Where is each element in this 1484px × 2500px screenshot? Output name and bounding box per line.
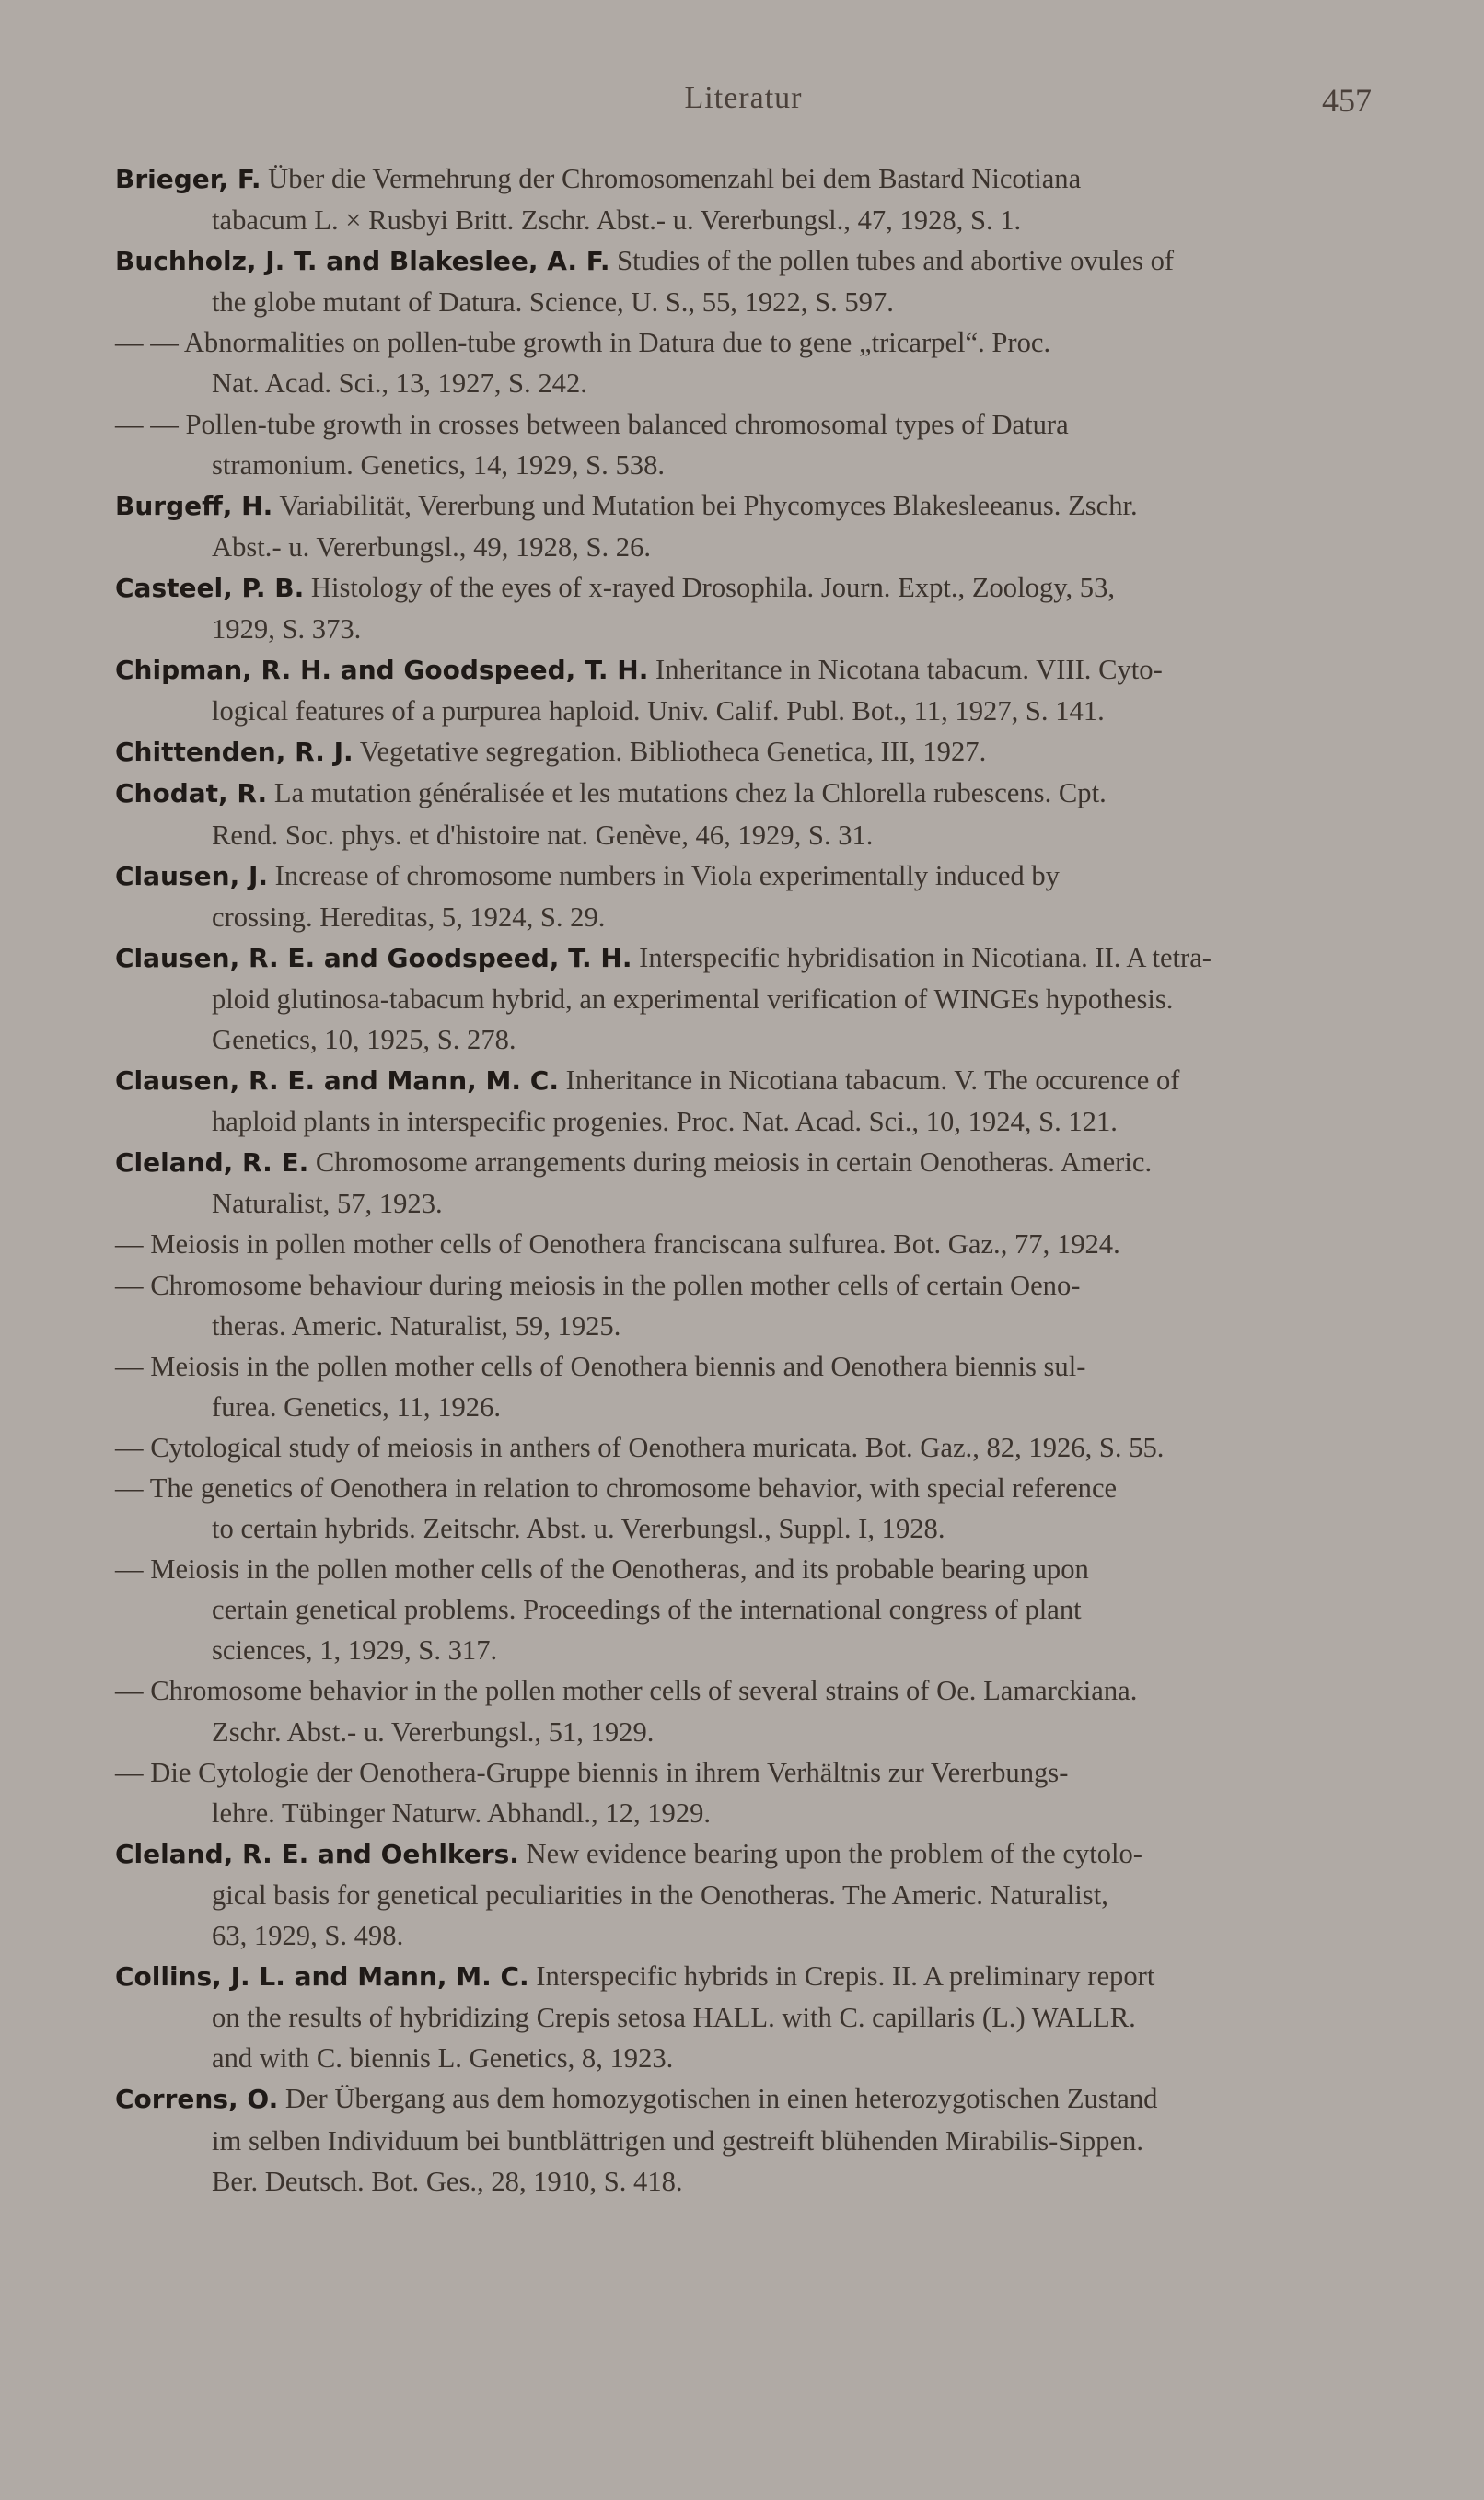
reference-entry (115, 1346, 1372, 1427)
reference-author: Clausen, R. E. and Goodspeed, T. H. (115, 942, 632, 973)
page-header (115, 81, 1372, 127)
reference-text: Pollen-tube growth in crosses between balanced chromosomal types of Datura stramonium. Genetics, 14, 1929, S. 538. (185, 408, 1069, 481)
reference-entry (115, 731, 1372, 773)
reference-text: Chromosome behaviour during meiosis in the pollen mother cells of certain Oeno- theras. Americ. Naturalist, 59, 1925. (150, 1269, 1081, 1342)
reference-text: Meiosis in the pollen mother cells of the Oenotheras, and its probable bearing upon certain genetical problems. Proceedings of the international congress of plant sciences, 1, 1929, S. 317. (150, 1553, 1089, 1667)
reference-author: Chipman, R. H. and Goodspeed, T. H. (115, 655, 649, 686)
reference-author: Clausen, R. E. and Mann, M. C. (115, 1065, 559, 1097)
ditto-dash: — (115, 1675, 144, 1707)
reference-author: Cleland, R. E. (115, 1147, 309, 1179)
reference-text: Variabilität, Vererbung und Mutation bei Phycomyces Blakesleeanus. Zschr. Abst.- u. Vererbungsl., 49, 1928, S. 26. (212, 489, 1138, 563)
ditto-dash: — (115, 1269, 144, 1301)
reference-entry (115, 1142, 1372, 1224)
ditto-dash: — (115, 1228, 144, 1261)
ditto-dash: — (115, 1472, 144, 1504)
page-number: 457 (1322, 82, 1372, 119)
reference-list (115, 158, 1372, 2202)
reference-author: Chodat, R. (115, 778, 268, 809)
reference-entry (115, 158, 1372, 240)
reference-author: Brieger, F. (115, 164, 261, 194)
reference-entry (115, 937, 1372, 1060)
reference-author: Buchholz, J. T. and Blakeslee, A. F. (115, 246, 610, 277)
reference-entry (115, 2078, 1372, 2201)
running-title: Literatur (684, 81, 803, 115)
reference-entry (115, 1060, 1372, 1142)
reference-entry (115, 1468, 1372, 1549)
reference-author: Chittenden, R. J. (115, 737, 354, 768)
ditto-dash: — (115, 1756, 144, 1788)
reference-text: The genetics of Oenothera in relation to chromosome behavior, with special reference to certain hybrids. Zeitschr. Abst. u. Vererbungsl., Suppl. I, 1928. (149, 1472, 1118, 1545)
ditto-dash: — (115, 1350, 144, 1382)
reference-text: Interspecific hybrids in Crepis. II. A preliminary report on the results of hybridizing Crepis setosa HALL. with C. capillaris (L.) WALLR. and with C. biennis L. Genetics, 8, 1923. (212, 1960, 1155, 2075)
reference-author: Casteel, P. B. (115, 572, 305, 603)
reference-text: Meiosis in the pollen mother cells of Oenothera biennis and Oenothera biennis sul- furea. Genetics, 11, 1926. (150, 1350, 1086, 1423)
reference-text: Interspecific hybridisation in Nicotiana. II. A tetra- ploid glutinosa-tabacum hybrid, an experimental verification of WINGEs hypothesis. Genetics, 10, 1925, S. 278. (212, 941, 1212, 1055)
reference-entry (115, 322, 1372, 403)
reference-entry (115, 1752, 1372, 1833)
reference-entry (115, 1265, 1372, 1346)
reference-text: Chromosome arrangements during meiosis in certain Oenotheras. Americ. Naturalist, 57, 1923. (212, 1146, 1153, 1220)
reference-author: Burgeff, H. (115, 490, 273, 521)
reference-text: Vegetative segregation. Bibliotheca Genetica, III, 1927. (359, 736, 987, 768)
reference-text: Cytological study of meiosis in anthers of Oenothera muricata. Bot. Gaz., 82, 1926, S. 55. (150, 1431, 1165, 1463)
reference-entry (115, 773, 1372, 855)
reference-text: Meiosis in pollen mother cells of Oenothera franciscana sulfurea. Bot. Gaz., 77, 1924. (150, 1228, 1120, 1261)
reference-text: Increase of chromosome numbers in Viola experimentally induced by crossing. Hereditas, 5, 1924, S. 29. (212, 859, 1060, 933)
reference-text: New evidence bearing upon the problem of the cytolo- gical basis for genetical peculiarities in the Oenotheras. The Americ. Naturalist, 63, 1929, S. 498. (212, 1837, 1142, 1952)
reference-entry (115, 1833, 1372, 1956)
ditto-dash: — — (115, 408, 179, 440)
reference-text: Der Übergang aus dem homozygotischen in einen heterozygotischen Zustand im selben Individuum bei buntblättrigen und gestreift blühenden Mirabilis-Sippen. Ber. Deutsch. Bot. Ges., 28, 1910, S. 418. (212, 2083, 1158, 2197)
reference-entry (115, 649, 1372, 731)
reference-entry (115, 240, 1372, 322)
reference-text: Histology of the eyes of x-rayed Drosophila. Journ. Expt., Zoology, 53, 1929, S. 373. (212, 571, 1116, 645)
reference-author: Correns, O. (115, 2084, 279, 2115)
reference-entry (115, 855, 1372, 937)
reference-entry (115, 1670, 1372, 1751)
reference-text: Die Cytologie der Oenothera-Gruppe biennis in ihrem Verhältnis zur Vererbungs- lehre. Tübinger Naturw. Abhandl., 12, 1929. (150, 1756, 1069, 1829)
reference-author: Cleland, R. E. and Oehlkers. (115, 1838, 519, 1869)
reference-entry (115, 404, 1372, 485)
reference-entry (115, 1956, 1372, 2078)
reference-author: Collins, J. L. and Mann, M. C. (115, 1961, 529, 1993)
reference-text: Studies of the pollen tubes and abortive ovules of the globe mutant of Datura. Science, U. S., 55, 1922, S. 597. (212, 245, 1175, 319)
reference-entry (115, 485, 1372, 567)
reference-text: Über die Vermehrung der Chromosomenzahl bei dem Bastard Nicotiana tabacum L. × Rusbyi Britt. Zschr. Abst.- u. Vererbungsl., 47, 1928, S. 1. (212, 163, 1082, 237)
ditto-dash: — — (115, 327, 179, 359)
reference-text: Abnormalities on pollen-tube growth in Datura due to gene „tricarpel“. Proc. Nat. Acad. Sci., 13, 1927, S. 242. (183, 327, 1051, 400)
ditto-dash: — (115, 1431, 144, 1463)
reference-entry (115, 1549, 1372, 1670)
reference-entry (115, 567, 1372, 649)
ditto-dash: — (115, 1553, 144, 1586)
reference-author: Clausen, J. (115, 860, 269, 891)
reference-text: Inheritance in Nicotiana tabacum. V. The occurence of haploid plants in interspecific progenies. Proc. Nat. Acad. Sci., 10, 1924, S. 121. (212, 1064, 1180, 1138)
reference-text: Chromosome behavior in the pollen mother cells of several strains of Oe. Lamarckiana. Zschr. Abst.- u. Vererbungsl., 51, 1929. (150, 1675, 1138, 1748)
reference-text: Inheritance in Nicotana tabacum. VIII. Cyto- logical features of a purpurea haploid. Univ. Calif. Publ. Bot., 11, 1927, S. 141. (212, 654, 1163, 727)
reference-entry (115, 1427, 1372, 1468)
reference-text: La mutation généralisée et les mutations chez la Chlorella rubescens. Cpt. Rend. Soc. phys. et d'histoire nat. Genève, 46, 1929, S. 31. (212, 777, 1107, 851)
reference-entry (115, 1224, 1372, 1264)
